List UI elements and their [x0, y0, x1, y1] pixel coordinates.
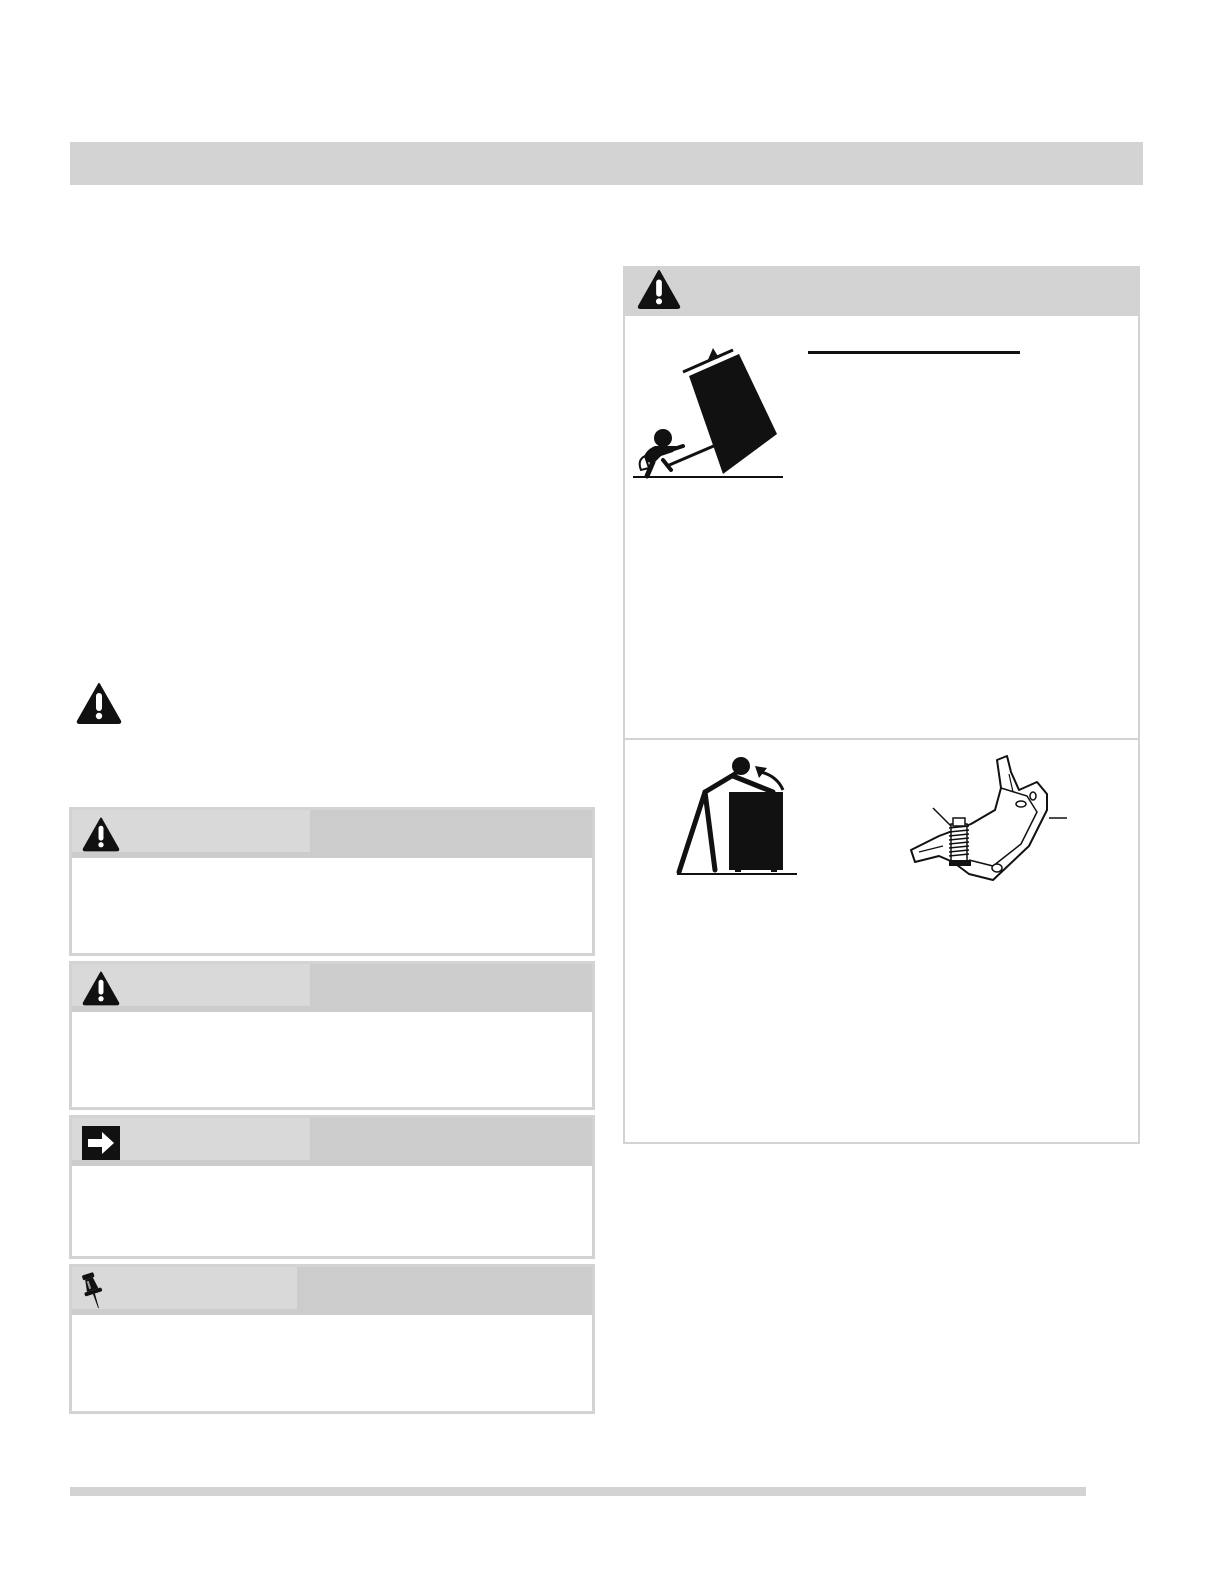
warning-triangle-icon [82, 816, 120, 852]
warning-triangle-icon [76, 682, 122, 724]
notice-box-header [72, 1267, 592, 1315]
person-tilting-range-illustration [673, 752, 801, 883]
notice-box-note [69, 1264, 595, 1414]
notice-box-header [72, 964, 592, 1012]
warning-panel-header [625, 268, 1138, 316]
notice-box-header [72, 1118, 592, 1166]
child-tipping-range-illustration [631, 346, 785, 485]
arrow-right-icon [82, 1126, 120, 1160]
panel-divider [625, 738, 1138, 740]
tip-over-warning-panel [623, 266, 1140, 1144]
notice-box-warning [69, 807, 595, 956]
notice-box-important [69, 1115, 595, 1259]
warning-triangle-icon [637, 269, 681, 309]
warning-triangle-icon [82, 970, 120, 1006]
notice-box-caution [69, 961, 595, 1110]
footer-rule [70, 1487, 1086, 1496]
page-title-band [70, 142, 1143, 185]
notice-box-header [72, 810, 592, 858]
pushpin-icon [78, 1271, 108, 1311]
heading-underline [808, 351, 1020, 354]
anti-tip-bracket-illustration [909, 754, 1069, 893]
